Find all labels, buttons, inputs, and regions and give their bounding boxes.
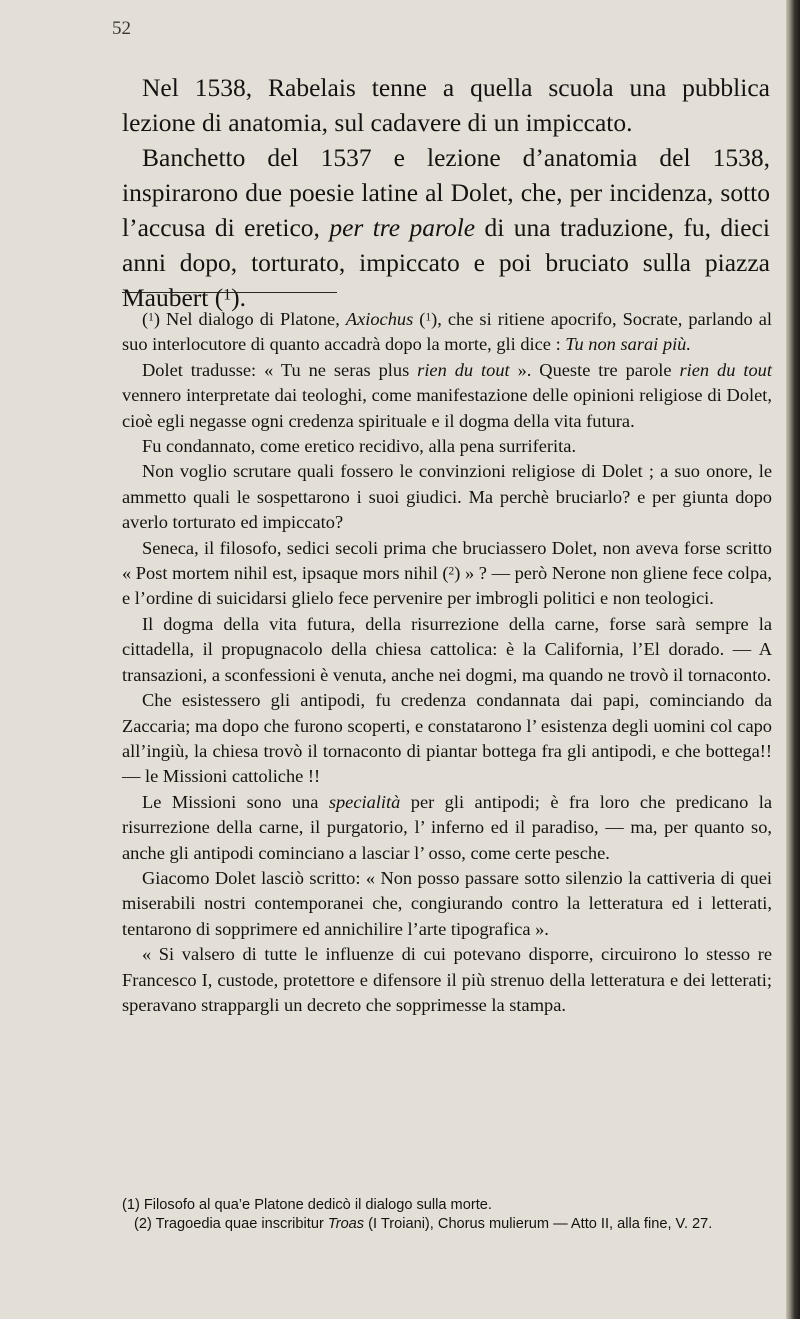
text-run: Le Missioni sono una xyxy=(142,791,329,812)
text-run: Nel 1538, Rabelais tenne a quella scuola una pubblica lezione di anatomia, sul cadavere di un impiccato. xyxy=(122,73,770,137)
text-run: ) » ? — però Nerone non gliene fece colpa, e l’ordine di suicidarsi glielo fece pervenire per imbrogli politici e non teologici. xyxy=(122,563,772,609)
text-run: Axiochus xyxy=(345,309,414,329)
text-run: 1 xyxy=(425,311,432,324)
text-run: ). xyxy=(231,283,247,312)
text-run: Giacomo Dolet lasciò scritto: « Non posso passare sotto silenzio la cattiveria di quei miserabili nostri contemporanei che, congiurando contro la letteratura ed i letterati, tentarono di sopprimere ed annichilire l’arte tipografica ». xyxy=(122,867,772,939)
text-run: rien du tout xyxy=(679,359,772,380)
text-run: Tu non sarai più. xyxy=(565,334,691,355)
text-run: (I Troiani), Chorus mulierum — Atto II, alla fine, V. 27. xyxy=(364,1216,713,1232)
note-paragraphs-paragraph xyxy=(122,942,772,1018)
text-run: « Si valsero di tutte le influenze di cui potevano disporre, circuirono lo stesso re Francesco I, custode, protettore e difensore il più strenuo della letteratura e dei letterati; speravano strappargli un decreto che sopprimesse la stampa. xyxy=(122,944,772,1015)
text-run: ), che si ritiene apocrifo, Socrate, parlando al suo interlocutore di quanto accadrà dopo la morte, gli dice : xyxy=(122,309,772,355)
main-text xyxy=(122,70,770,315)
footnote-separator xyxy=(122,292,337,293)
sub-footnotes xyxy=(122,1196,772,1234)
footnotes-paragraph xyxy=(122,1196,772,1215)
footnote-body xyxy=(122,307,772,1018)
text-run: Dolet tradusse: « Tu ne seras plus xyxy=(142,359,418,380)
note-paragraphs-paragraph xyxy=(122,866,772,942)
note-paragraphs-paragraph xyxy=(122,307,772,358)
text-run: (2) Tragoedia quae inscribitur xyxy=(134,1216,328,1232)
text-run: 1 xyxy=(223,286,232,304)
page-number: 52 xyxy=(112,18,131,39)
note-paragraphs-paragraph xyxy=(122,434,772,459)
text-run: rien du tout xyxy=(417,359,510,380)
note-paragraphs-paragraph xyxy=(122,612,772,688)
page-edge-shadow xyxy=(786,0,800,1319)
text-run: ( xyxy=(413,309,426,329)
text-run: ». Queste tre parole xyxy=(509,359,680,380)
body-paragraphs-paragraph xyxy=(122,70,770,140)
text-run: Seneca, il filosofo, sedici secoli prima che bruciassero Dolet, non aveva forse scritto « Post mortem nihil est, ipsaque mors nihil ( xyxy=(122,537,772,584)
note-paragraphs-paragraph xyxy=(122,536,772,612)
text-run: ) Nel dialogo di Platone, xyxy=(153,309,346,329)
text-run: (1) Filosofo al qua’e Platone dedicò il dialogo sulla morte. xyxy=(122,1197,492,1213)
body-paragraphs-paragraph xyxy=(122,140,770,315)
text-run: di una traduzione, fu, dieci anni dopo, torturato, impiccato e poi bruciato sulla piazza Maubert ( xyxy=(122,213,770,312)
text-run: Che esistessero gli antipodi, fu credenza condannata dai papi, cominciando da Zaccaria; ma dopo che furono scoperti, e constatarono l’ esistenza degli uomini col capo all’ingiù, la chiesa trovò il tornaconto di piantar bottega fra gli antipodi, e che bottega!! — le Missioni cattoliche !! xyxy=(122,690,772,787)
text-run: Il dogma della vita futura, della risurrezione della carne, forse sarà sempre la cittadella, il propugnacolo della chiesa cattolica: è la California, l’El dorado. — A transazioni, a sconfessioni è venuta, anche nei dogmi, ma quando ne trovò il tornaconto. xyxy=(122,613,772,685)
text-run: Non voglio scrutare quali fossero le convinzioni religiose di Dolet ; a suo onore, le ammetto quali le sospettarono i suoi giudici. Ma perchè bruciarlo? e per giunta dopo averlo torturato ed impiccato? xyxy=(122,461,772,533)
footnotes-paragraph xyxy=(122,1215,772,1234)
text-run: 1 xyxy=(148,311,154,324)
note-paragraphs-paragraph xyxy=(122,688,772,790)
text-run: per tre parole xyxy=(329,213,476,242)
text-run: Troas xyxy=(327,1216,365,1232)
text-run: 2 xyxy=(448,565,455,578)
text-run: vennero interpretate dai teologhi, come manifestazione delle opinioni religiose di Dolet, cioè egli negasse ogni credenza spirituale e il dogma della vita futura. xyxy=(122,385,772,431)
note-paragraphs-paragraph xyxy=(122,358,772,434)
text-run: Fu condannato, come eretico recidivo, alla pena surriferita. xyxy=(142,436,577,457)
text-run: Banchetto del 1537 e lezione d’anatomia del 1538, inspirarono due poesie latine al Dolet, che, per incidenza, sotto l’accusa di eretico, xyxy=(122,143,770,242)
text-run: per gli antipodi; è fra loro che predicano la risurrezione della carne, il purgatorio, l’ inferno ed il paradiso, — ma, per quanto so, anche gli antipodi cominciano a lasciar l’ osso, come certe pesche. xyxy=(122,791,772,863)
text-run: specialità xyxy=(328,791,401,812)
note-paragraphs-paragraph xyxy=(122,459,772,535)
text-run: ( xyxy=(142,309,149,329)
note-paragraphs-paragraph xyxy=(122,790,772,866)
